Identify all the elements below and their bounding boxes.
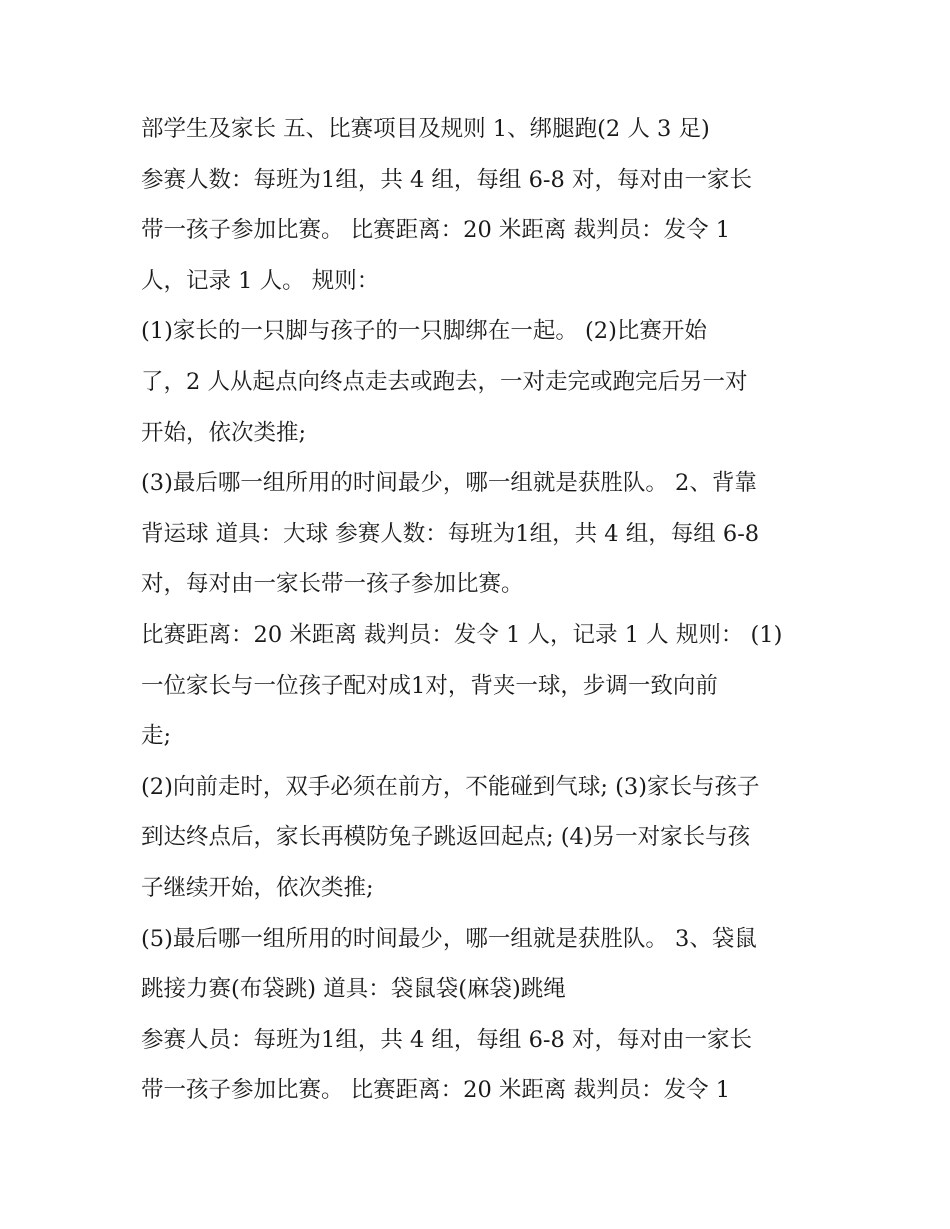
text-line: 带一孩子参加比赛。 比赛距离：20 米距离 裁判员：发令 1 xyxy=(141,1077,731,1104)
body-text xyxy=(141,104,821,1116)
text-line: 参赛人员：每班为1组，共 4 组，每组 6-8 对，每对由一家长 xyxy=(141,1026,752,1053)
text-line: 走; xyxy=(141,723,172,750)
text-line: 带一孩子参加比赛。 比赛距离：20 米距离 裁判员：发令 1 xyxy=(141,217,731,244)
text-line: (2)向前走时，双手必须在前方，不能碰到气球; (3)家长与孩子 xyxy=(141,773,760,800)
text-line: (1)家长的一只脚与孩子的一只脚绑在一起。 (2)比赛开始 xyxy=(141,318,707,345)
text-line: 一位家长与一位孩子配对成1对，背夹一球，步调一致向前 xyxy=(141,672,718,699)
text-line: 部学生及家长 五、比赛项目及规则 1、绑腿跑(2 人 3 足) xyxy=(141,116,710,142)
text-line: 到达终点后，家长再模防兔子跳返回起点; (4)另一对家长与孩 xyxy=(141,824,751,851)
text-line: 背运球 道具：大球 参赛人数：每班为1组，共 4 组，每组 6-8 xyxy=(141,520,760,547)
text-line: 人，记录 1 人。 规则： xyxy=(141,267,380,294)
text-line: 对，每对由一家长带一孩子参加比赛。 xyxy=(141,571,524,598)
text-line: (5)最后哪一组所用的时间最少，哪一组就是获胜队。 3、袋鼠 xyxy=(141,925,757,952)
text-line: 了，2 人从起点向终点走去或跑去，一对走完或跑完后另一对 xyxy=(141,368,748,395)
text-line: 开始，依次类推; xyxy=(141,419,307,446)
text-line: 参赛人数：每班为1组，共 4 组，每组 6-8 对，每对由一家长 xyxy=(141,166,752,193)
text-line: 比赛距离：20 米距离 裁判员：发令 1 人，记录 1 人 规则： (1) xyxy=(141,621,783,648)
text-line: 跳接力赛(布袋跳) 道具：袋鼠袋(麻袋)跳绳 xyxy=(141,976,566,1003)
text-line: 子继续开始，依次类推; xyxy=(141,874,374,901)
text-line: (3)最后哪一组所用的时间最少，哪一组就是获胜队。 2、背靠 xyxy=(141,470,757,497)
